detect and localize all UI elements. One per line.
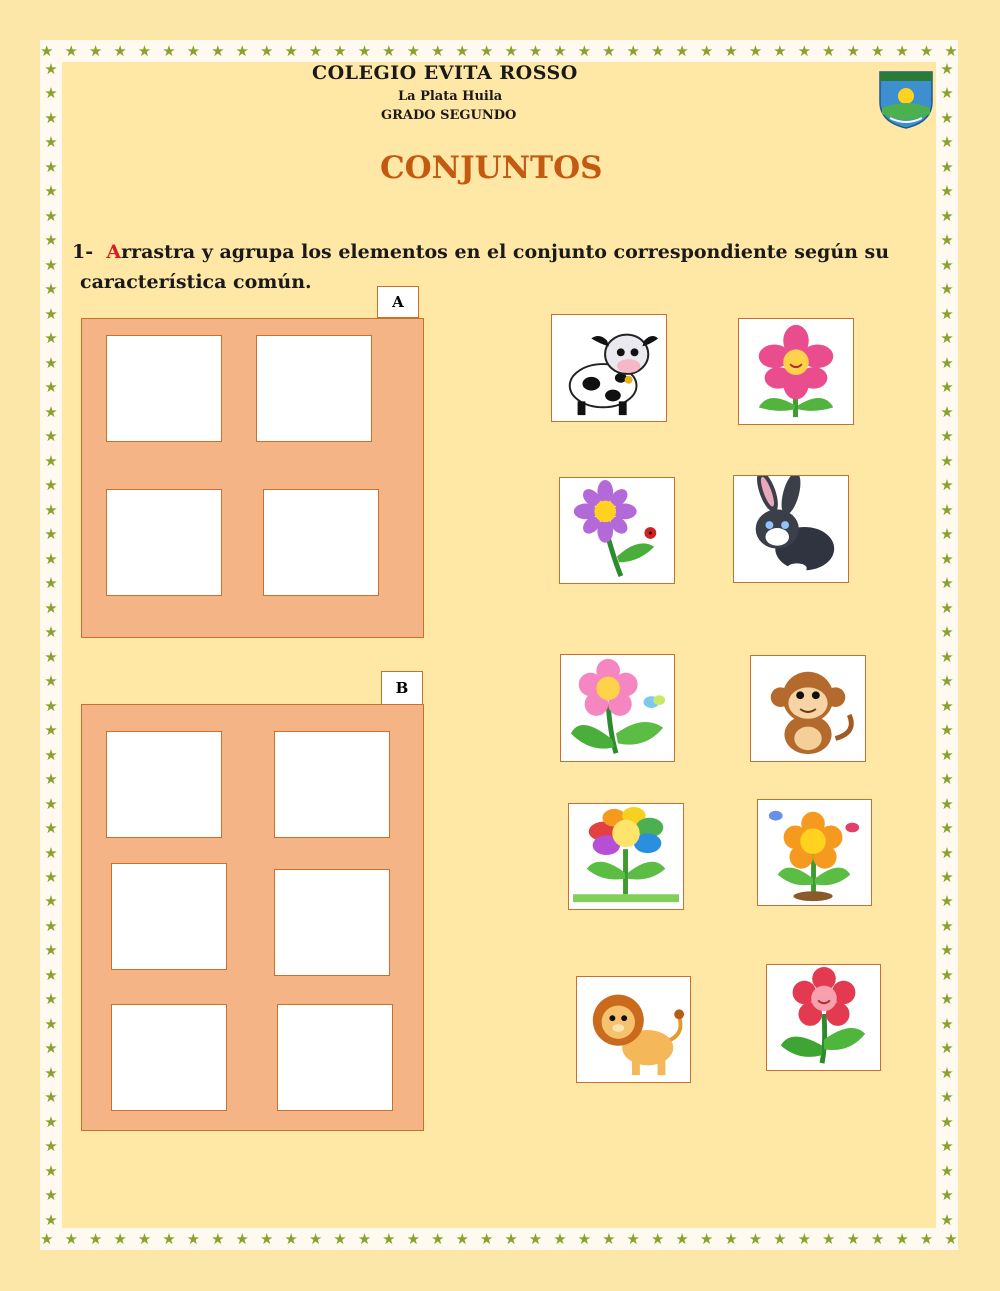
border-figure-icon: ★ <box>44 206 58 225</box>
set-b-drop-slot[interactable] <box>106 731 222 838</box>
school-crest-icon <box>876 68 936 130</box>
instruction-line-2: característica común. <box>80 271 312 293</box>
border-figure-icon: ★ <box>940 721 954 740</box>
border-figure-icon: ★ <box>44 794 58 813</box>
border-figure-icon: ★ <box>940 133 954 152</box>
border-figure-icon: ★ <box>940 476 954 495</box>
decorative-border-bottom <box>40 1228 958 1250</box>
border-figure-icon: ★ <box>284 41 298 60</box>
border-figure-icon: ★ <box>675 41 689 60</box>
border-figure-icon: ★ <box>940 916 954 935</box>
border-figure-icon: ★ <box>479 41 494 60</box>
orange-flower-butterflies-icon <box>758 800 871 905</box>
border-figure-icon: ★ <box>773 41 787 60</box>
set-b-drop-slot[interactable] <box>274 731 390 838</box>
border-figure-icon: ★ <box>382 41 396 60</box>
border-figure-icon: ★ <box>44 133 58 152</box>
border-figure-icon: ★ <box>44 1039 58 1058</box>
border-figure-icon: ★ <box>528 41 543 60</box>
border-figure-icon: ★ <box>211 1229 225 1248</box>
border-figure-icon: ★ <box>553 1229 567 1248</box>
pink-flower-icon <box>739 319 853 424</box>
border-figure-icon: ★ <box>940 867 954 886</box>
border-figure-icon: ★ <box>333 41 347 60</box>
border-figure-icon: ★ <box>940 84 954 103</box>
set-a-label: A <box>377 286 419 318</box>
border-figure-icon: ★ <box>44 84 58 103</box>
school-grade: GRADO SEGUNDO <box>381 108 517 123</box>
border-figure-icon: ★ <box>940 794 954 813</box>
border-figure-icon: ★ <box>455 1229 469 1248</box>
border-figure-icon: ★ <box>44 1210 58 1228</box>
border-figure-icon: ★ <box>940 1014 954 1033</box>
border-figure-icon: ★ <box>577 1229 592 1248</box>
border-figure-icon: ★ <box>44 62 58 78</box>
border-figure-icon: ★ <box>382 1229 396 1248</box>
border-figure-icon: ★ <box>44 255 58 274</box>
border-figure-icon: ★ <box>44 941 58 960</box>
border-figure-icon: ★ <box>940 157 954 176</box>
border-figure-icon: ★ <box>940 965 954 984</box>
border-figure-icon: ★ <box>940 1112 954 1131</box>
border-figure-icon: ★ <box>44 721 58 740</box>
rainbow-flower-icon <box>569 804 683 909</box>
border-figure-icon: ★ <box>626 1229 640 1248</box>
border-figure-icon: ★ <box>724 1229 738 1248</box>
border-figure-icon: ★ <box>479 1229 494 1248</box>
red-flower-icon <box>767 965 880 1070</box>
border-figure-icon: ★ <box>44 819 58 838</box>
set-b-drop-slot[interactable] <box>111 863 227 970</box>
border-figure-icon: ★ <box>44 892 58 911</box>
border-figure-icon: ★ <box>940 647 954 666</box>
border-figure-icon: ★ <box>940 892 954 911</box>
border-figure-icon: ★ <box>137 41 152 60</box>
border-figure-icon: ★ <box>602 1229 616 1248</box>
border-figure-icon: ★ <box>357 1229 372 1248</box>
border-figure-icon: ★ <box>44 867 58 886</box>
border-figure-icon: ★ <box>626 41 640 60</box>
border-figure-icon: ★ <box>44 402 58 421</box>
border-figure-icon: ★ <box>44 843 58 862</box>
school-city: La Plata Huila <box>398 89 503 104</box>
draggable-card-orange-flower[interactable] <box>757 799 872 906</box>
border-figure-icon: ★ <box>186 41 201 60</box>
border-figure-icon: ★ <box>64 41 78 60</box>
border-figure-icon: ★ <box>822 41 836 60</box>
set-b-drop-slot[interactable] <box>274 869 390 976</box>
border-figure-icon: ★ <box>431 1229 445 1248</box>
border-figure-icon: ★ <box>44 965 58 984</box>
border-figure-icon: ★ <box>940 378 954 397</box>
border-figure-icon: ★ <box>308 41 323 60</box>
border-figure-icon: ★ <box>44 304 58 323</box>
set-a-container[interactable] <box>81 318 424 638</box>
border-figure-icon: ★ <box>940 206 954 225</box>
border-figure-icon: ★ <box>822 1229 836 1248</box>
border-figure-icon: ★ <box>940 525 954 544</box>
border-figure-icon: ★ <box>940 231 954 250</box>
border-figure-icon: ★ <box>940 353 954 372</box>
border-figure-icon: ★ <box>895 1229 909 1248</box>
border-figure-icon: ★ <box>357 41 372 60</box>
border-figure-icon: ★ <box>724 41 738 60</box>
border-figure-icon: ★ <box>137 1229 152 1248</box>
draggable-card-lion[interactable] <box>576 976 691 1083</box>
border-figure-icon: ★ <box>940 1063 954 1082</box>
draggable-card-purple-flower[interactable] <box>559 477 675 584</box>
border-figure-icon: ★ <box>406 41 421 60</box>
border-figure-icon: ★ <box>44 378 58 397</box>
border-figure-icon: ★ <box>870 41 885 60</box>
set-a-drop-slot[interactable] <box>106 335 222 442</box>
border-figure-icon: ★ <box>940 329 954 348</box>
border-figure-icon: ★ <box>870 1229 885 1248</box>
border-figure-icon: ★ <box>577 41 592 60</box>
border-figure-icon: ★ <box>773 1229 787 1248</box>
border-figure-icon: ★ <box>940 745 954 764</box>
border-figure-icon: ★ <box>940 623 954 642</box>
border-figure-icon: ★ <box>284 1229 298 1248</box>
border-figure-icon: ★ <box>44 647 58 666</box>
lion-icon <box>577 977 690 1082</box>
border-figure-icon: ★ <box>44 500 58 519</box>
border-figure-icon: ★ <box>940 598 954 617</box>
border-figure-icon: ★ <box>919 41 934 60</box>
border-figure-icon: ★ <box>940 451 954 470</box>
border-figure-icon: ★ <box>406 1229 421 1248</box>
border-figure-icon: ★ <box>44 623 58 642</box>
border-figure-icon: ★ <box>44 549 58 568</box>
decorative-border-top <box>40 40 958 62</box>
set-a-drop-slot[interactable] <box>263 489 379 596</box>
border-figure-icon: ★ <box>162 1229 176 1248</box>
border-figure-icon: ★ <box>44 672 58 691</box>
border-figure-icon: ★ <box>44 1186 58 1205</box>
border-figure-icon: ★ <box>113 1229 127 1248</box>
monkey-icon <box>751 656 865 761</box>
border-figure-icon: ★ <box>797 41 812 60</box>
border-figure-icon: ★ <box>553 41 567 60</box>
set-a-drop-slot[interactable] <box>256 335 372 442</box>
border-figure-icon: ★ <box>44 476 58 495</box>
draggable-card-red-flower[interactable] <box>766 964 881 1071</box>
draggable-card-rainbow-flower[interactable] <box>568 803 684 910</box>
border-figure-icon: ★ <box>504 41 518 60</box>
border-figure-icon: ★ <box>940 1161 954 1180</box>
border-figure-icon: ★ <box>44 231 58 250</box>
border-figure-icon: ★ <box>88 1229 103 1248</box>
border-figure-icon: ★ <box>940 770 954 789</box>
border-figure-icon: ★ <box>44 108 58 127</box>
set-b-container[interactable] <box>81 704 424 1131</box>
border-figure-icon: ★ <box>113 41 127 60</box>
instruction-line-1 <box>72 241 889 263</box>
border-figure-icon: ★ <box>44 353 58 372</box>
instruction-number: 1- <box>72 241 94 263</box>
border-figure-icon: ★ <box>528 1229 543 1248</box>
border-figure-icon: ★ <box>44 280 58 299</box>
border-figure-icon: ★ <box>44 916 58 935</box>
school-name: COLEGIO EVITA ROSSO <box>312 62 578 84</box>
border-figure-icon: ★ <box>44 1112 58 1131</box>
draggable-card-pink-flower[interactable] <box>738 318 854 425</box>
border-figure-icon: ★ <box>940 941 954 960</box>
border-figure-icon: ★ <box>846 41 860 60</box>
border-figure-icon: ★ <box>44 157 58 176</box>
border-figure-icon: ★ <box>44 427 58 446</box>
border-figure-icon: ★ <box>675 1229 689 1248</box>
border-figure-icon: ★ <box>431 41 445 60</box>
border-figure-icon: ★ <box>846 1229 860 1248</box>
border-figure-icon: ★ <box>940 280 954 299</box>
border-figure-icon: ★ <box>940 62 954 78</box>
border-figure-icon: ★ <box>44 598 58 617</box>
draggable-card-pink-flower-butterfly[interactable] <box>560 654 675 762</box>
border-figure-icon: ★ <box>44 574 58 593</box>
set-b-label: B <box>381 671 423 705</box>
border-figure-icon: ★ <box>186 1229 201 1248</box>
border-figure-icon: ★ <box>44 770 58 789</box>
border-figure-icon: ★ <box>211 41 225 60</box>
border-figure-icon: ★ <box>44 182 58 201</box>
border-figure-icon: ★ <box>44 329 58 348</box>
border-figure-icon: ★ <box>650 41 665 60</box>
border-figure-icon: ★ <box>259 41 274 60</box>
border-figure-icon: ★ <box>940 843 954 862</box>
border-figure-icon: ★ <box>940 574 954 593</box>
border-figure-icon: ★ <box>40 1229 54 1248</box>
border-figure-icon: ★ <box>940 255 954 274</box>
draggable-card-cow[interactable] <box>551 314 667 422</box>
page-title: CONJUNTOS <box>380 150 603 186</box>
border-figure-icon: ★ <box>44 1088 58 1107</box>
border-figure-icon: ★ <box>40 41 54 60</box>
purple-flower-ladybug-icon <box>560 478 674 583</box>
border-figure-icon: ★ <box>919 1229 934 1248</box>
set-a-drop-slot[interactable] <box>106 489 222 596</box>
border-figure-icon: ★ <box>308 1229 323 1248</box>
border-figure-icon: ★ <box>895 41 909 60</box>
border-figure-icon: ★ <box>940 1088 954 1107</box>
border-figure-icon: ★ <box>940 182 954 201</box>
border-figure-icon: ★ <box>748 1229 763 1248</box>
border-figure-icon: ★ <box>504 1229 518 1248</box>
cow-icon <box>552 315 666 421</box>
border-figure-icon: ★ <box>650 1229 665 1248</box>
border-figure-icon: ★ <box>940 1210 954 1228</box>
border-figure-icon: ★ <box>333 1229 347 1248</box>
border-figure-icon: ★ <box>940 304 954 323</box>
border-figure-icon: ★ <box>235 41 249 60</box>
border-figure-icon: ★ <box>699 41 714 60</box>
decorative-border-left <box>40 62 62 1228</box>
border-figure-icon: ★ <box>940 1137 954 1156</box>
draggable-card-rabbit[interactable] <box>733 475 849 583</box>
border-figure-icon: ★ <box>44 1161 58 1180</box>
border-figure-icon: ★ <box>455 41 469 60</box>
border-figure-icon: ★ <box>88 41 103 60</box>
border-figure-icon: ★ <box>44 525 58 544</box>
border-figure-icon: ★ <box>944 1229 958 1248</box>
border-figure-icon: ★ <box>940 672 954 691</box>
border-figure-icon: ★ <box>940 696 954 715</box>
border-figure-icon: ★ <box>699 1229 714 1248</box>
border-figure-icon: ★ <box>44 990 58 1009</box>
border-figure-icon: ★ <box>64 1229 78 1248</box>
border-figure-icon: ★ <box>162 41 176 60</box>
border-figure-icon: ★ <box>940 990 954 1009</box>
rabbit-icon <box>734 476 848 582</box>
pink-flower-butterfly-icon <box>561 655 674 761</box>
border-figure-icon: ★ <box>44 1063 58 1082</box>
border-figure-icon: ★ <box>940 402 954 421</box>
instruction-text: rrastra y agrupa los elementos en el conjunto correspondiente según su <box>121 241 890 263</box>
decorative-border-right <box>936 62 958 1228</box>
set-b-drop-slot[interactable] <box>277 1004 393 1111</box>
border-figure-icon: ★ <box>940 500 954 519</box>
instruction-first-letter: A <box>106 241 122 263</box>
border-figure-icon: ★ <box>259 1229 274 1248</box>
border-figure-icon: ★ <box>940 819 954 838</box>
border-figure-icon: ★ <box>940 1186 954 1205</box>
border-figure-icon: ★ <box>44 1014 58 1033</box>
border-figure-icon: ★ <box>44 745 58 764</box>
border-figure-icon: ★ <box>940 108 954 127</box>
border-figure-icon: ★ <box>235 1229 249 1248</box>
draggable-card-monkey[interactable] <box>750 655 866 762</box>
border-figure-icon: ★ <box>940 549 954 568</box>
border-figure-icon: ★ <box>797 1229 812 1248</box>
border-figure-icon: ★ <box>602 41 616 60</box>
border-figure-icon: ★ <box>944 41 958 60</box>
set-b-drop-slot[interactable] <box>111 1004 227 1111</box>
border-figure-icon: ★ <box>44 1137 58 1156</box>
border-figure-icon: ★ <box>940 427 954 446</box>
border-figure-icon: ★ <box>748 41 763 60</box>
border-figure-icon: ★ <box>44 696 58 715</box>
border-figure-icon: ★ <box>44 451 58 470</box>
border-figure-icon: ★ <box>940 1039 954 1058</box>
